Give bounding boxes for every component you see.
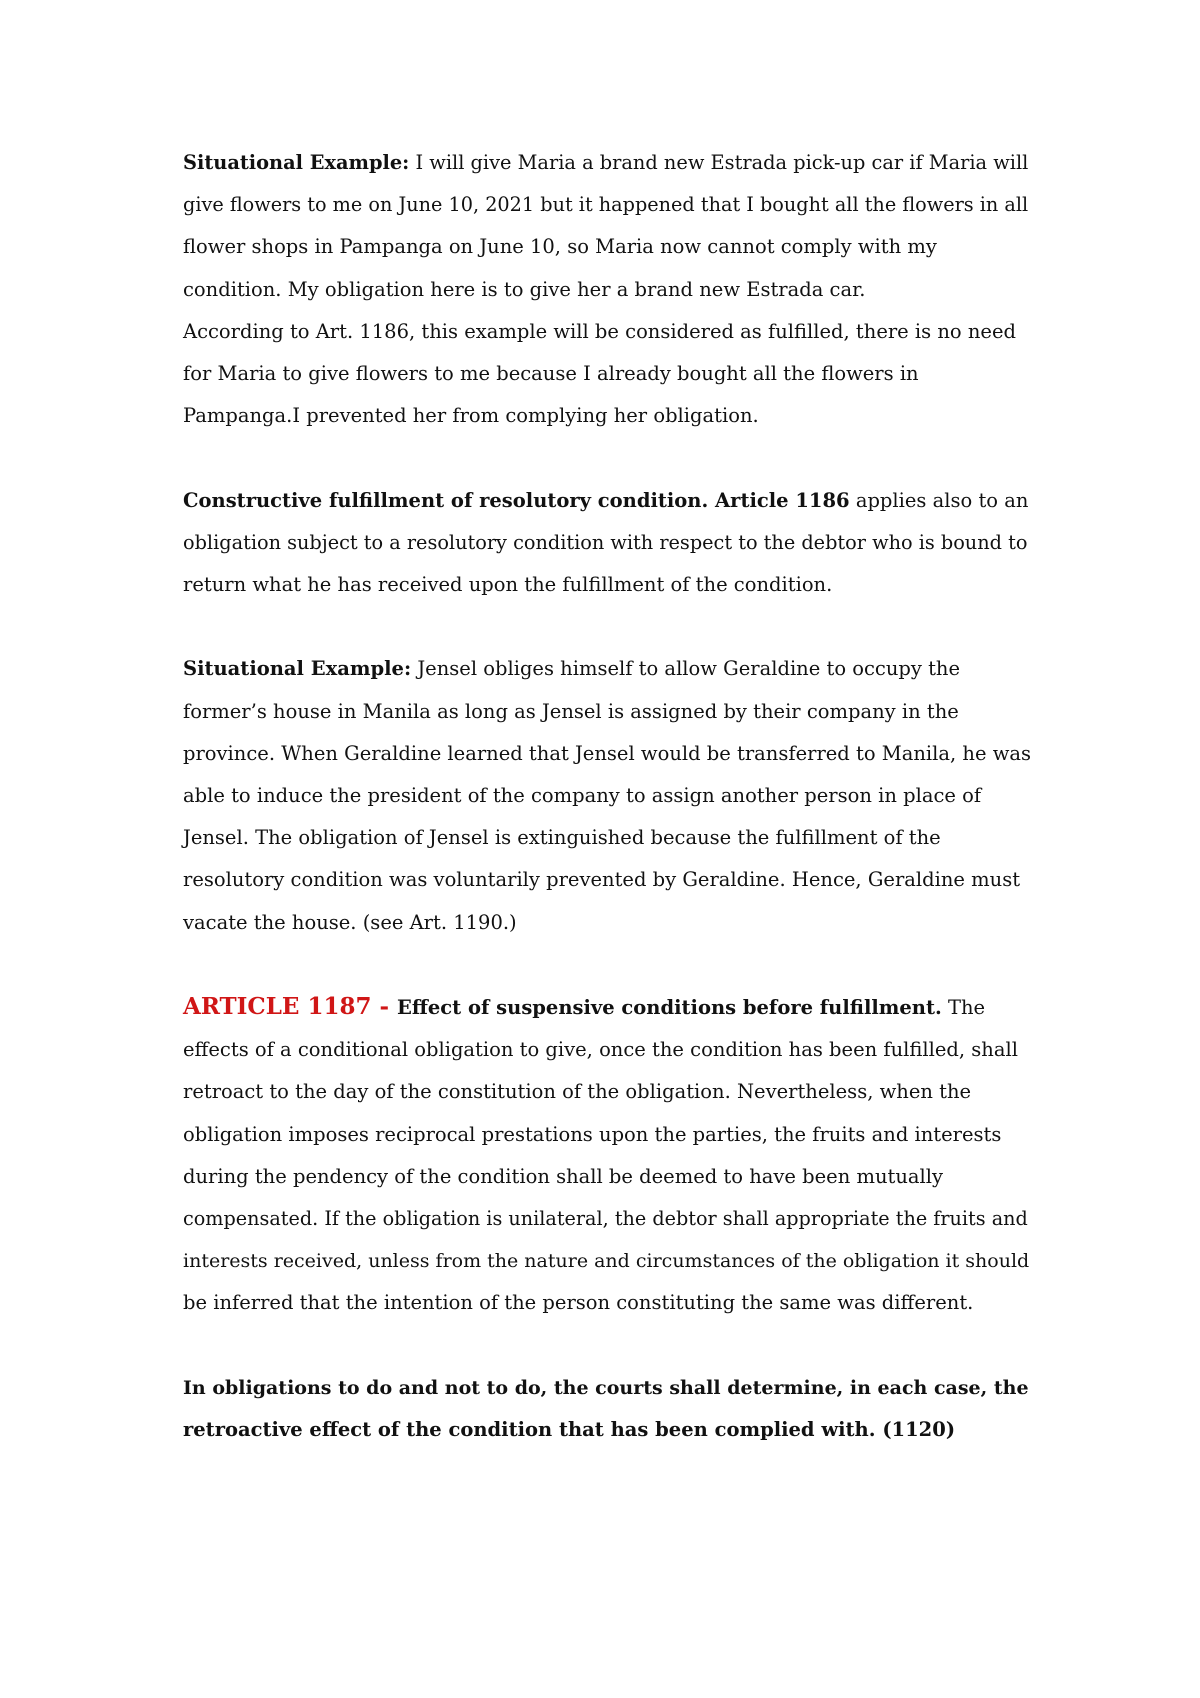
situational-example-label: Situational Example: [183,657,412,681]
article-1187-label: ARTICLE 1187 - [183,993,398,1021]
text-line: Pampanga.I prevented her from complying her obligation. [183,404,759,428]
constructive-fulfillment-paragraph [183,480,1033,607]
text-line: Situational Example: I will give Maria a brand new Estrada pick-up car if Maria will [183,151,1029,174]
situational-example-1 [183,142,1033,311]
text-line: obligation imposes reciprocal prestations upon the parties, the fruits and interests [183,1122,1002,1146]
situational-example-2 [183,648,1033,943]
document-body [183,142,1033,1451]
constructive-fulfillment-heading: Constructive fulfillment of resolutory condition. Article 1186 [183,488,850,512]
article-1187-paragraph [183,986,1033,1325]
text-line: resolutory condition was voluntarily prevented by Geraldine. Hence, Geraldine must [183,868,1021,892]
text-line: for Maria to give flowers to me because I already bought all the flowers in [183,362,919,386]
text-line: obligation subject to a resolutory condition with respect to the debtor who is bound to [183,530,1028,554]
text-line: during the pendency of the condition shall be deemed to have been mutually [183,1164,944,1188]
text-line: According to Art. 1186, this example will be considered as fulfilled, there is no need [183,319,1016,343]
text-line: Constructive fulfillment of resolutory condition. Article 1186 applies also to an [183,488,1029,512]
text-line: compensated. If the obligation is unilateral, the debtor shall appropriate the fruits and [183,1207,1028,1231]
text-line: give flowers to me on June 10, 2021 but it happened that I bought all the flowers in all [183,193,1029,217]
text-line: condition. My obligation here is to give her a brand new Estrada car. [183,277,866,301]
text-line: be inferred that the intention of the person constituting the same was different. [183,1291,974,1315]
text-line: Jensel. The obligation of Jensel is extinguished because the fulfillment of the [183,826,941,850]
text-line: able to induce the president of the company to assign another person in place of [183,784,982,808]
situational-example-label: Situational Example: [183,151,410,174]
text-line: In obligations to do and not to do, the courts shall determine, in each case, the [183,1376,1029,1399]
article-1186-explanation [183,311,1033,438]
article-1187-heading: Effect of suspensive conditions before fulfillment. [397,996,942,1020]
text-line: retroact to the day of the constitution of the obligation. Nevertheless, when the [183,1080,972,1104]
text-line: retroactive effect of the condition that has been complied with. (1120) [183,1418,956,1442]
text-line: effects of a conditional obligation to give, once the condition has been fulfilled, shall [183,1038,1018,1062]
text-line: Situational Example: Jensel obliges himself to allow Geraldine to occupy the [183,657,961,681]
text-line: return what he has received upon the fulfillment of the condition. [183,573,833,597]
text-line: interests received, unless from the nature and circumstances of the obligation it should [183,1250,1030,1273]
obligations-to-do-paragraph [183,1367,1033,1451]
text-line: ARTICLE 1187 - Effect of suspensive conditions before fulfillment. The [183,993,986,1021]
text-line: former’s house in Manila as long as Jensel is assigned by their company in the [183,699,959,723]
text-line: province. When Geraldine learned that Jensel would be transferred to Manila, he was [183,741,1032,765]
text-line: vacate the house. (see Art. 1190.) [183,910,517,934]
text-line: flower shops in Pampanga on June 10, so Maria now cannot comply with my [183,235,937,259]
